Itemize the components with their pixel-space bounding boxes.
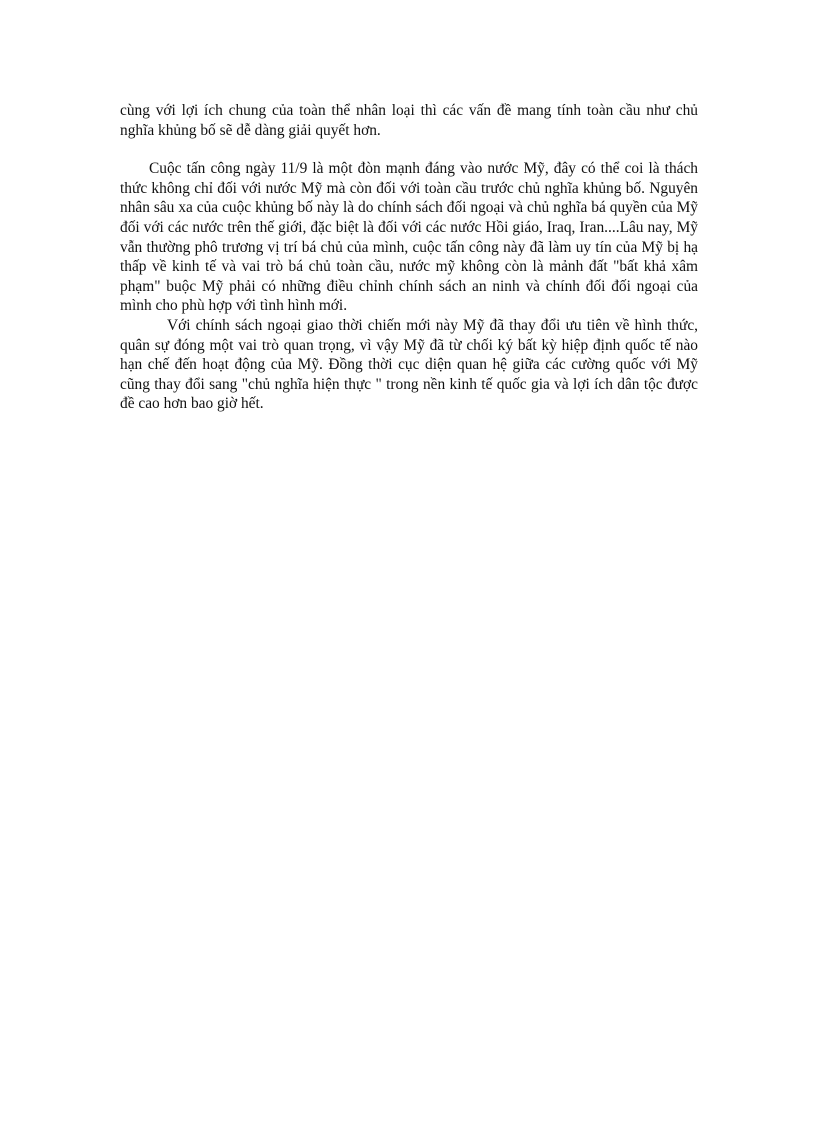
paragraph-2: Cuộc tấn công ngày 11/9 là một đòn mạnh đáng vào nước Mỹ, đây có thể coi là thách thức không chỉ đối với nước Mỹ mà còn đối với toàn cầu trước chủ nghĩa khủng bố. Nguyên nhân sâu xa của cuộc khủng bố này là do chính sách đối ngoại và chủ nghĩa bá quyền của Mỹ đối với các nước trên thế giới, đặc biệt là đối với các nước Hồi giáo, Iraq, Iran....Lâu nay, Mỹ vẫn thường phô trương vị trí bá chủ của mình, cuộc tấn công này đã làm uy tín của Mỹ bị hạ thấp về kinh tế và vai trò bá chủ toàn cầu, nước mỹ không còn là mảnh đất "bất khả xâm phạm" buộc Mỹ phải có những điều chỉnh chính sách an ninh và chính đối đối ngoại của mình cho phù hợp với tình hình mới. <box>120 160 698 315</box>
body-text <box>120 101 698 414</box>
paragraph-3: Với chính sách ngoại giao thời chiến mới này Mỹ đã thay đổi ưu tiên về hình thức, quân sự đóng một vai trò quan trọng, vì vậy Mỹ đã từ chối ký bất kỳ hiệp định quốc tế nào hạn chế đến hoạt động của Mỹ. Đồng thời cục diện quan hệ giữa các cường quốc với Mỹ cũng thay đổi sang "chủ nghĩa hiện thực " trong nền kinh tế quốc gia và lợi ích dân tộc được đề cao hơn bao giờ hết. <box>120 316 698 413</box>
paragraph-1: cùng với lợi ích chung của toàn thể nhân loại thì các vấn đề mang tính toàn cầu như chủ nghĩa khủng bố sẽ dễ dàng giải quyết hơn. <box>120 102 698 139</box>
